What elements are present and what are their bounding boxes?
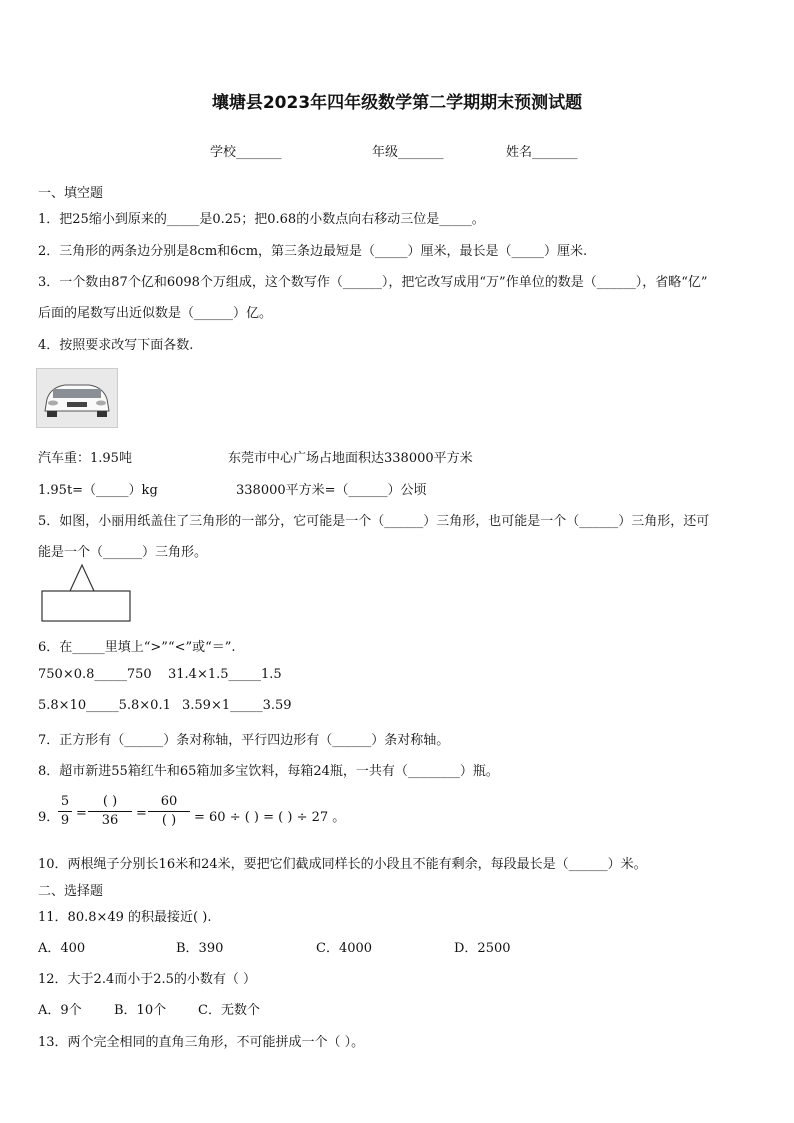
q6-item-2: 31.4×1.5_____1.5: [168, 667, 282, 682]
q11-option-d[interactable]: D．2500: [454, 941, 511, 956]
question-13: 13．两个完全相同的直角三角形，不可能拼成一个（ ）。: [38, 1035, 365, 1050]
car-image: [36, 368, 118, 428]
q4-plaza-area: 东莞市中心广场占地面积达338000平方米: [228, 451, 473, 466]
q9-f3-numerator: 60: [160, 794, 178, 809]
question-8: 8．超市新进55箱红牛和65箱加多宝饮料，每箱24瓶，一共有（________）瓶。: [38, 764, 499, 779]
q9-fraction-3: [148, 793, 190, 830]
q9-fraction-1: [58, 793, 72, 830]
question-3-line1: 3．一个数由87个亿和6098个万组成，这个数写作（______），把它改写成用“万”作单位的数是（______），省略“亿”: [38, 275, 708, 290]
section-fill-heading: 一、填空题: [38, 186, 104, 201]
q9-tail: = 60 ÷ ( ) = ( ) ÷ 27 。: [194, 810, 346, 825]
question-5-line1: 5．如图，小丽用纸盖住了三角形的一部分，它可能是一个（______）三角形，也可能是一个（______）三角形，还可: [38, 514, 710, 529]
question-2: 2．三角形的两条边分别是8cm和6cm，第三条边最短是（_____）厘米，最长是（_____）厘米.: [38, 244, 588, 259]
q12-option-c[interactable]: C．无数个: [198, 1003, 260, 1018]
question-1: 1．把25缩小到原来的_____是0.25；把0.68的小数点向右移动三位是_____。: [38, 212, 485, 227]
covered-triangle-figure: [38, 562, 134, 624]
question-7: 7．正方形有（______）条对称轴，平行四边形有（______）条对称轴。: [38, 733, 450, 748]
grade-field: 年级_______: [372, 145, 444, 160]
q9-f1-denominator: 9: [60, 813, 70, 828]
question-11: 11．80.8×49 的积最接近( ).: [38, 910, 212, 925]
q6-item-3: 5.8×10_____5.8×0.1: [38, 698, 171, 713]
q11-option-a[interactable]: A．400: [38, 941, 86, 956]
question-3-line2: 后面的尾数写出近似数是（______）亿。: [38, 306, 273, 321]
question-6: 6．在_____里填上“>”“<”或“＝”.: [38, 640, 236, 655]
school-field: 学校_______: [210, 145, 282, 160]
q6-item-1: 750×0.8_____750: [38, 667, 152, 682]
name-field: 姓名_______: [506, 145, 578, 160]
q9-f3-denominator[interactable]: ( ): [161, 813, 177, 828]
q9-f1-numerator: 5: [60, 794, 70, 809]
q9-f2-denominator: 36: [101, 813, 119, 828]
page-title: 壤塘县2023年四年级数学第二学期期末预测试题: [211, 93, 583, 113]
q9-fraction-2: [88, 793, 132, 830]
q11-option-b[interactable]: B．390: [176, 941, 224, 956]
q4-weight-convert: 1.95t=（_____）kg: [38, 483, 158, 498]
q9-f2-numerator[interactable]: ( ): [102, 794, 118, 809]
q12-option-b[interactable]: B．10个: [114, 1003, 167, 1018]
question-5-line2: 能是一个（______）三角形。: [38, 545, 208, 560]
q6-item-4: 3.59×1_____3.59: [182, 698, 292, 713]
q4-area-convert: 338000平方米=（______）公顷: [236, 483, 427, 498]
question-4: 4．按照要求改写下面各数.: [38, 338, 194, 353]
question-12: 12．大于2.4而小于2.5的小数有（ ）: [38, 972, 257, 987]
q11-option-c[interactable]: C．4000: [316, 941, 373, 956]
car-icon: [37, 369, 117, 427]
question-10: 10．两根绳子分别长16米和24米，要把它们截成同样长的小段且不能有剩余，每段最长是（______）米。: [38, 857, 647, 872]
section-choice-heading: 二、选择题: [38, 884, 104, 899]
q12-option-a[interactable]: A．9个: [38, 1003, 82, 1018]
question-9-label: 9．: [38, 810, 60, 825]
q9-equals-1: =: [76, 806, 87, 821]
q9-equals-2: =: [136, 806, 147, 821]
q4-car-weight: 汽车重：1.95吨: [38, 451, 132, 466]
